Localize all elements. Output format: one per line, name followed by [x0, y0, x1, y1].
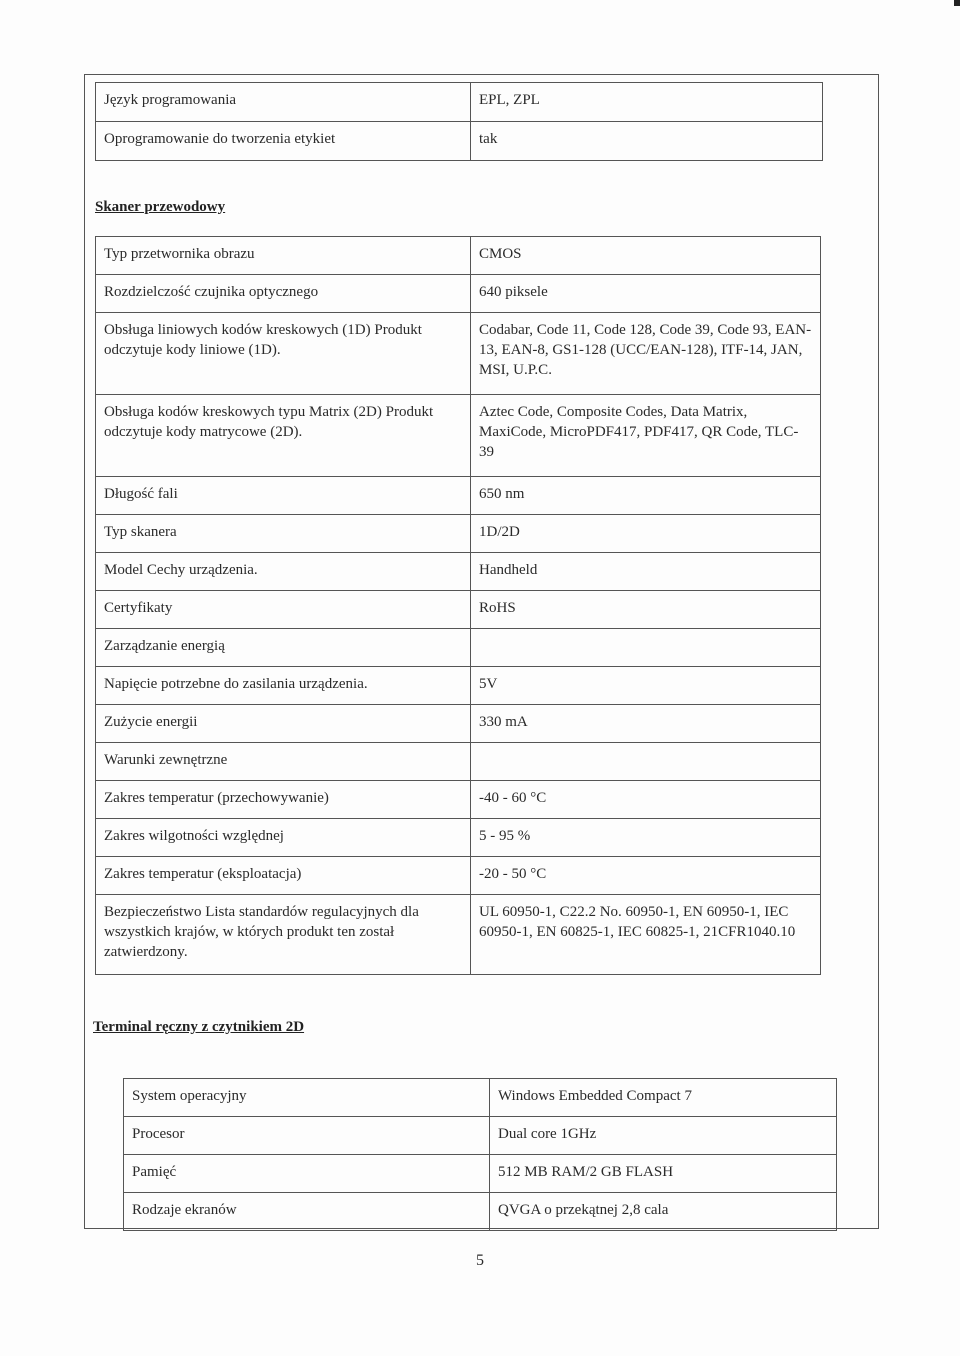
spec-value: EPL, ZPL — [471, 83, 823, 122]
scan-corner-mark — [954, 0, 960, 6]
terminal-spec-table — [123, 1078, 837, 1231]
table-row — [96, 591, 821, 629]
table-row — [96, 122, 823, 161]
section-heading-terminal: Terminal ręczny z czytnikiem 2D — [93, 1019, 305, 1035]
spec-label: Obsługa liniowych kodów kreskowych (1D) Produkt odczytuje kody liniowe (1D). — [96, 313, 471, 395]
spec-label: Model Cechy urządzenia. — [96, 553, 471, 591]
spec-value: tak — [471, 122, 823, 161]
spec-value: 512 MB RAM/2 GB FLASH — [490, 1155, 837, 1193]
spec-label: Zakres temperatur (eksploatacja) — [96, 857, 471, 895]
spec-label: System operacyjny — [124, 1079, 490, 1117]
table-row — [96, 553, 821, 591]
spec-label: Oprogramowanie do tworzenia etykiet — [96, 122, 471, 161]
spec-value: QVGA o przekątnej 2,8 cala — [490, 1193, 837, 1231]
table-row — [96, 781, 821, 819]
spec-label: Warunki zewnętrzne — [96, 743, 471, 781]
spec-label: Długość fali — [96, 477, 471, 515]
spec-value — [471, 743, 821, 781]
spec-value: 640 piksele — [471, 275, 821, 313]
table-row — [96, 515, 821, 553]
table-row — [96, 477, 821, 515]
spec-label: Certyfikaty — [96, 591, 471, 629]
spec-label: Zużycie energii — [96, 705, 471, 743]
spec-value: Handheld — [471, 553, 821, 591]
spec-value: 5V — [471, 667, 821, 705]
table-row — [96, 395, 821, 477]
spec-value: 330 mA — [471, 705, 821, 743]
spec-label: Obsługa kodów kreskowych typu Matrix (2D) Produkt odczytuje kody matrycowe (2D). — [96, 395, 471, 477]
table-row — [96, 237, 821, 275]
table-row — [96, 705, 821, 743]
spec-label: Rodzaje ekranów — [124, 1193, 490, 1231]
spec-value — [471, 629, 821, 667]
section-heading-scanner: Skaner przewodowy — [95, 199, 226, 215]
spec-value: CMOS — [471, 237, 821, 275]
spec-label: Zarządzanie energią — [96, 629, 471, 667]
spec-value: Dual core 1GHz — [490, 1117, 837, 1155]
spec-label: Procesor — [124, 1117, 490, 1155]
page-number: 5 — [476, 1252, 484, 1269]
spec-value: Windows Embedded Compact 7 — [490, 1079, 837, 1117]
spec-label: Zakres temperatur (przechowywanie) — [96, 781, 471, 819]
spec-value: Codabar, Code 11, Code 128, Code 39, Code 93, EAN-13, EAN-8, GS1-128 (UCC/EAN-128), ITF-14, JAN, MSI, U.P.C. — [471, 313, 821, 395]
table-row — [96, 313, 821, 395]
spec-label: Typ skanera — [96, 515, 471, 553]
table-row — [96, 629, 821, 667]
table-row — [96, 83, 823, 122]
table-row — [96, 743, 821, 781]
spec-value: Aztec Code, Composite Codes, Data Matrix, MaxiCode, MicroPDF417, PDF417, QR Code, TLC-39 — [471, 395, 821, 477]
spec-label: Pamięć — [124, 1155, 490, 1193]
table-row — [96, 857, 821, 895]
general-spec-table — [95, 82, 823, 161]
spec-label: Typ przetwornika obrazu — [96, 237, 471, 275]
spec-label: Bezpieczeństwo Lista standardów regulacyjnych dla wszystkich krajów, w których produkt ten został zatwierdzony. — [96, 895, 471, 975]
table-row — [124, 1079, 837, 1117]
spec-value: RoHS — [471, 591, 821, 629]
table-row — [96, 819, 821, 857]
spec-value: 1D/2D — [471, 515, 821, 553]
table-row — [124, 1193, 837, 1231]
spec-value: UL 60950-1, C22.2 No. 60950-1, EN 60950-1, IEC 60950-1, EN 60825-1, IEC 60825-1, 21CFR1040.10 — [471, 895, 821, 975]
table-row — [96, 275, 821, 313]
spec-value: -40 - 60 °C — [471, 781, 821, 819]
spec-value: 650 nm — [471, 477, 821, 515]
spec-value: 5 - 95 % — [471, 819, 821, 857]
table-row — [96, 667, 821, 705]
table-row — [124, 1117, 837, 1155]
spec-label: Język programowania — [96, 83, 471, 122]
table-row — [124, 1155, 837, 1193]
spec-label: Napięcie potrzebne do zasilania urządzenia. — [96, 667, 471, 705]
scanner-spec-table — [95, 236, 821, 975]
spec-label: Zakres wilgotności względnej — [96, 819, 471, 857]
table-row — [96, 895, 821, 975]
spec-label: Rozdzielczość czujnika optycznego — [96, 275, 471, 313]
spec-value: -20 - 50 °C — [471, 857, 821, 895]
